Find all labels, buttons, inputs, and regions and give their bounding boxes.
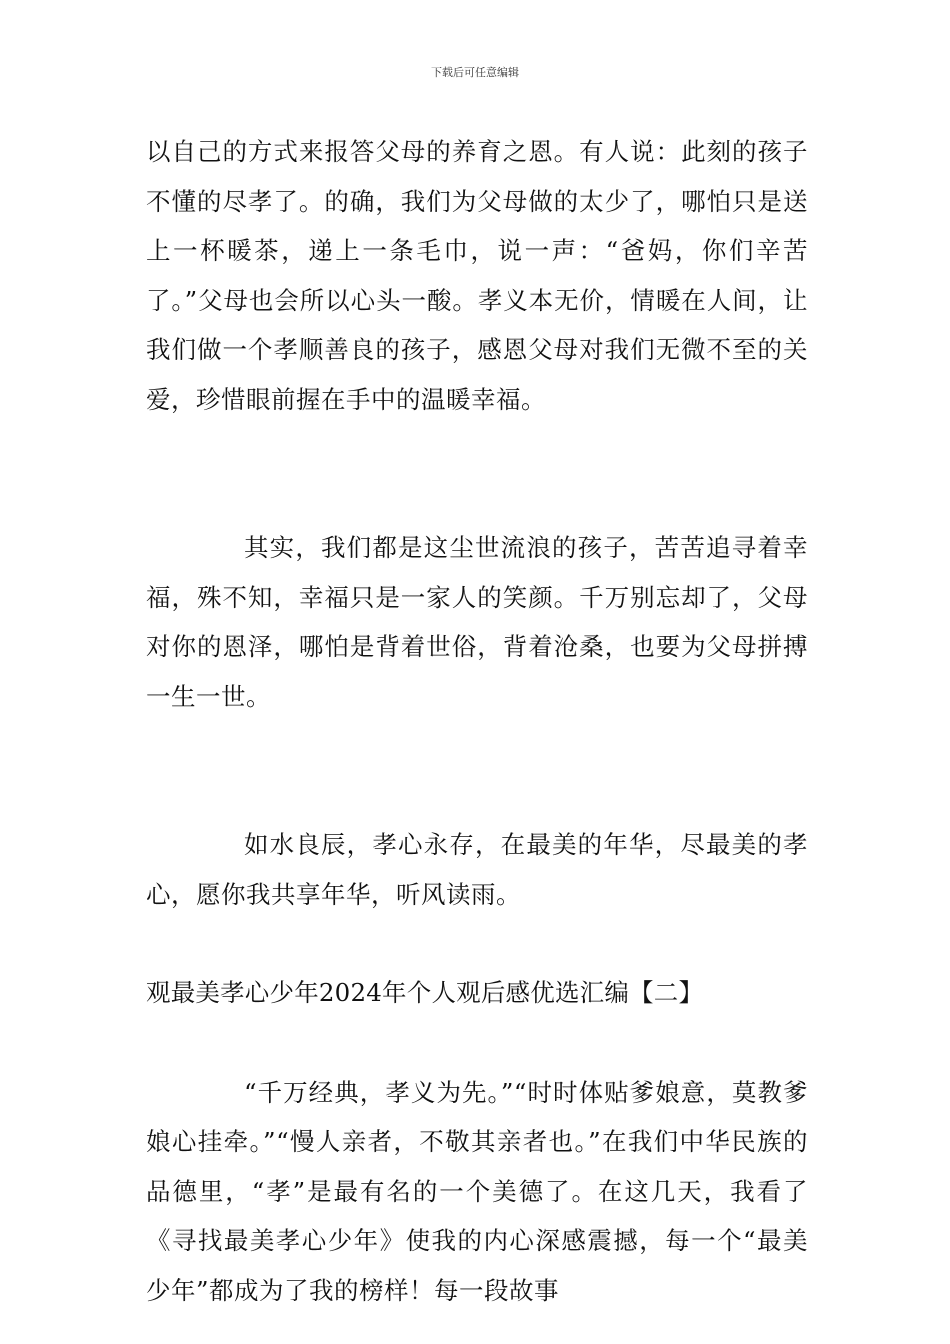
document-body xyxy=(146,127,808,1315)
paragraph-4: “千万经典，孝义为先。”“时时体贴爹娘意，莫教爹娘心挂牵。”“慢人亲者，不敬其亲者也。”在我们中华民族的品德里，“孝”是最有名的一个美德了。在这几天，我看了《寻找最美孝心少年》使我的内心深感震撼，每一个“最美少年”都成为了我的榜样！每一段故事 xyxy=(146,1077,808,1305)
page-header: 下载后可任意编辑 xyxy=(431,66,519,79)
paragraph-1: 以自己的方式来报答父母的养育之恩。有人说：此刻的孩子不懂的尽孝了。的确，我们为父母做的太少了，哪怕只是送上一杯暖茶，递上一条毛巾，说一声：“爸妈，你们辛苦了。”父母也会所以心头一酸。孝义本无价，情暖在人间，让我们做一个孝顺善良的孩子，感恩父母对我们无微不至的关爱，珍惜眼前握在手中的温暖幸福。 xyxy=(146,137,808,414)
section-heading: 观最美孝心少年2024年个人观后感优选汇编【二】 xyxy=(146,978,704,1007)
paragraph-3: 如水良辰，孝心永存，在最美的年华，尽最美的孝心，愿你我共享年华，听风读雨。 xyxy=(146,830,808,909)
paragraph-2: 其实，我们都是这尘世流浪的孩子，苦苦追寻着幸福，殊不知，幸福只是一家人的笑颜。千万别忘却了，父母对你的恩泽，哪怕是背着世俗，背着沧桑，也要为父母拼搏一生一世。 xyxy=(146,533,808,711)
